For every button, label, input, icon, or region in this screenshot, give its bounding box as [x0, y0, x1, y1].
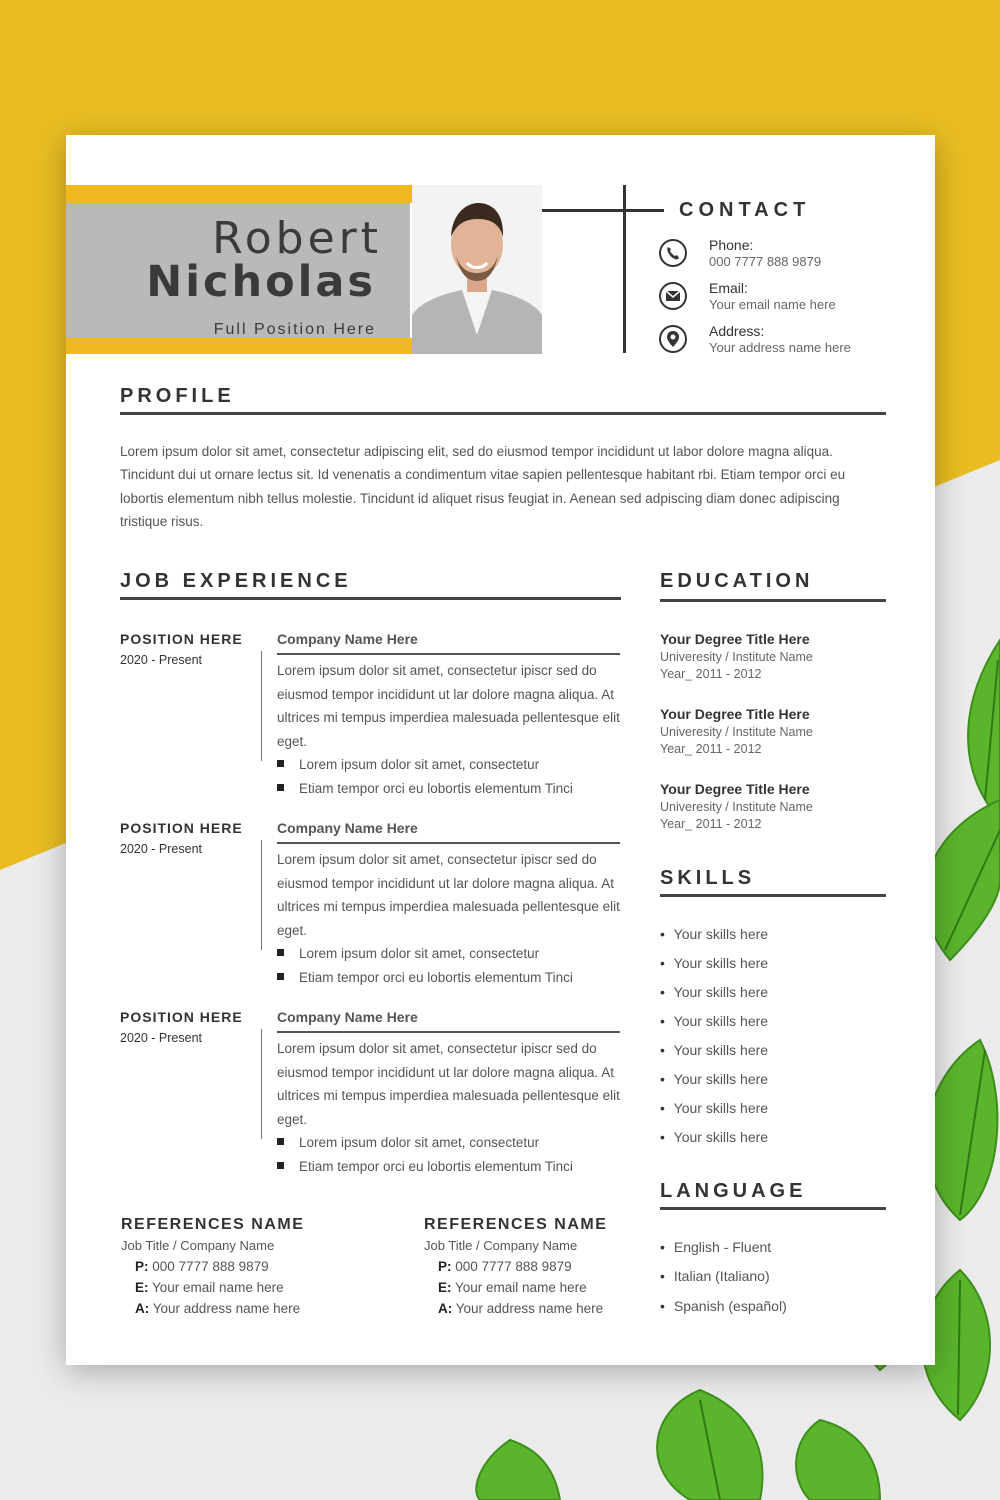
reference-job: Job Title / Company Name: [121, 1238, 275, 1253]
job-company-rule: [277, 653, 620, 655]
job-bullet: Etiam tempor orci eu lobortis elementum Tinci: [277, 970, 573, 985]
job-bullet: Lorem ipsum dolor sit amet, consectetur: [277, 1135, 539, 1150]
contact-address-value: Your address name here: [709, 340, 851, 355]
skill-item: • Your skills here: [660, 1071, 769, 1087]
education-institute: Univeresity / Institute Name: [660, 650, 813, 664]
job-bullet: Etiam tempor orci eu lobortis elementum Tinci: [277, 1159, 573, 1174]
language-title: LANGUAGE: [660, 1180, 807, 1202]
header-divider-horizontal: [542, 209, 664, 212]
skill-item: • Your skills here: [660, 1100, 769, 1116]
job-position: POSITION HERE: [120, 1009, 243, 1025]
education-institute: Univeresity / Institute Name: [660, 725, 813, 739]
skill-item: • Your skills here: [660, 1042, 769, 1058]
mail-icon: [658, 281, 688, 311]
job-description: Lorem ipsum dolor sit amet, consectetur ipiscr sed do eiusmod tempor incididunt ut lar dolore magna aliqua. At ultrices mi tempus imperdiea malesuada pellentesque elit eget.: [277, 852, 620, 938]
language-item: • Italian (Italiano): [660, 1268, 770, 1284]
phone-icon: [658, 238, 688, 268]
reference-name: REFERENCES NAME: [424, 1216, 608, 1233]
reference-address: A: Your address name here: [135, 1301, 301, 1316]
accent-bar-top: [66, 185, 412, 203]
job-bullet: Lorem ipsum dolor sit amet, consectetur: [277, 946, 539, 961]
education-degree: Your Degree Title Here: [660, 631, 810, 647]
skills-title: SKILLS: [660, 867, 756, 889]
job-vertical-rule: [261, 1029, 262, 1139]
location-pin-icon: [658, 324, 688, 354]
job-description: Lorem ipsum dolor sit amet, consectetur ipiscr sed do eiusmod tempor incididunt ut lar dolore magna aliqua. At ultrices mi tempus imperdiea malesuada pellentesque elit eget.: [277, 1041, 620, 1127]
contact-phone-label: Phone:: [709, 237, 754, 253]
job-company-rule: [277, 1031, 620, 1033]
reference-address: A: Your address name here: [438, 1301, 604, 1316]
skill-item: • Your skills here: [660, 926, 769, 942]
job-company: Company Name Here: [277, 631, 418, 647]
education-institute: Univeresity / Institute Name: [660, 800, 813, 814]
position-title: Full Position Here: [213, 321, 376, 338]
language-item: • Spanish (español): [660, 1298, 787, 1314]
profile-text: Lorem ipsum dolor sit amet, consectetur adipiscing elit, sed do eiusmod tempor incididunt ut labor dolore magna aliqua. Tincidunt dui ut ornare lectus sit. Id venenatis a condimentum vitae sapien pellentesque habitant rbi. Etiam tempor orci eu lobortis elementum nibh tellus molestie. Tincidunt id aliquet risus feugiat in. Aenean sed adpiscing diam donec adipiscing tristique risus.: [120, 444, 846, 529]
job-bullet: Lorem ipsum dolor sit amet, consectetur: [277, 757, 539, 772]
skill-item: • Your skills here: [660, 1129, 769, 1145]
job-vertical-rule: [261, 840, 262, 950]
job-description: Lorem ipsum dolor sit amet, consectetur ipiscr sed do eiusmod tempor incididunt ut lar dolore magna aliqua. At ultrices mi tempus imperdiea malesuada pellentesque elit eget.: [277, 663, 620, 749]
skill-item: • Your skills here: [660, 955, 769, 971]
education-title: EDUCATION: [660, 570, 814, 592]
skills-rule: [660, 894, 886, 897]
contact-email-label: Email:: [709, 280, 748, 296]
profile-photo: [412, 185, 542, 354]
job-vertical-rule: [261, 651, 262, 761]
first-name: Robert: [212, 213, 382, 264]
language-item: • English - Fluent: [660, 1239, 772, 1255]
reference-email: E: Your email name here: [135, 1280, 284, 1295]
profile-rule: [120, 412, 886, 415]
job-date: 2020 - Present: [120, 653, 202, 667]
education-rule: [660, 599, 886, 602]
contact-title: CONTACT: [679, 199, 811, 221]
reference-phone: P: 000 7777 888 9879: [438, 1259, 572, 1274]
education-year: Year_ 2011 - 2012: [660, 817, 762, 831]
reference-name: REFERENCES NAME: [121, 1216, 305, 1233]
header-divider-vertical: [623, 185, 626, 353]
job-position: POSITION HERE: [120, 820, 243, 836]
resume-page: [66, 135, 935, 1365]
education-year: Year_ 2011 - 2012: [660, 667, 762, 681]
education-year: Year_ 2011 - 2012: [660, 742, 762, 756]
reference-phone: P: 000 7777 888 9879: [135, 1259, 269, 1274]
contact-address-label: Address:: [709, 323, 765, 339]
job-date: 2020 - Present: [120, 842, 202, 856]
job-company-rule: [277, 842, 620, 844]
reference-email: E: Your email name here: [438, 1280, 587, 1295]
job-company: Company Name Here: [277, 1009, 418, 1025]
contact-phone-value: 000 7777 888 9879: [709, 254, 822, 269]
job-experience-title: JOB EXPERIENCE: [120, 570, 352, 592]
last-name: Nicholas: [146, 257, 376, 307]
job-bullet: Etiam tempor orci eu lobortis elementum Tinci: [277, 781, 573, 796]
language-rule: [660, 1207, 886, 1210]
job-position: POSITION HERE: [120, 631, 243, 647]
accent-bar-bottom: [66, 338, 412, 354]
reference-job: Job Title / Company Name: [424, 1238, 578, 1253]
education-degree: Your Degree Title Here: [660, 781, 810, 797]
skill-item: • Your skills here: [660, 1013, 769, 1029]
contact-email-value: Your email name here: [709, 297, 836, 312]
job-date: 2020 - Present: [120, 1031, 202, 1045]
skill-item: • Your skills here: [660, 984, 769, 1000]
name-box: [66, 203, 410, 338]
job-experience-rule: [120, 597, 621, 600]
profile-title: PROFILE: [120, 385, 235, 407]
education-degree: Your Degree Title Here: [660, 706, 810, 722]
job-company: Company Name Here: [277, 820, 418, 836]
